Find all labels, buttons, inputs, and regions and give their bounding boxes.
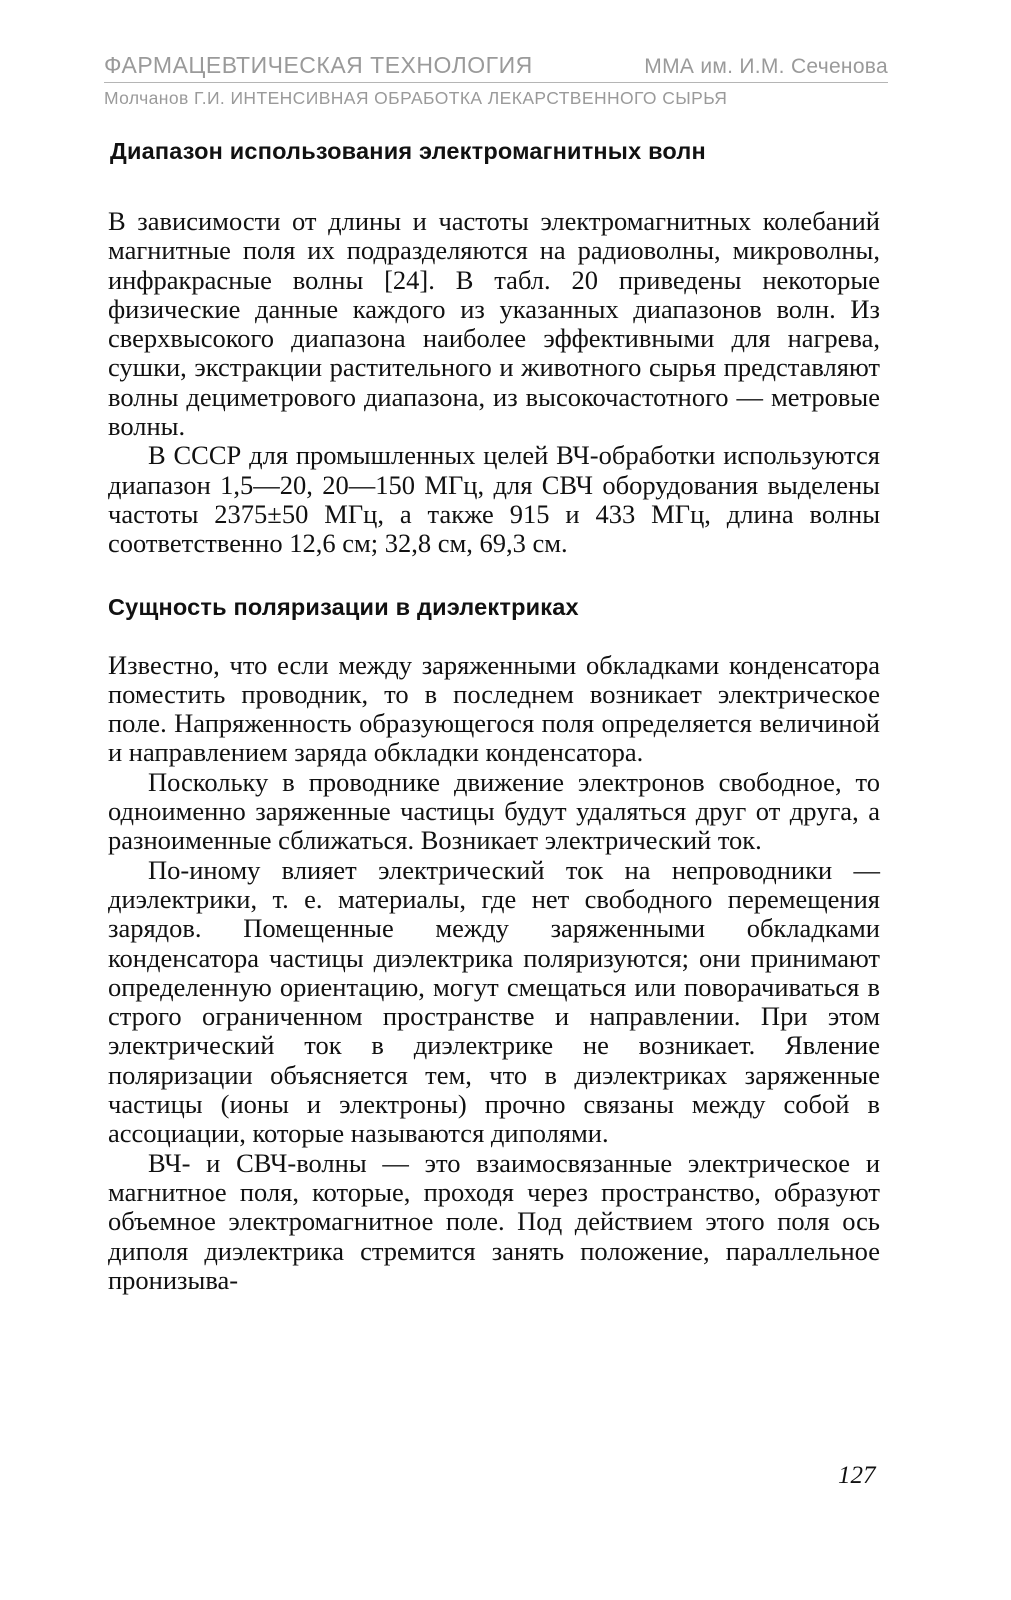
section-dielectric-polarization bbox=[108, 594, 880, 1296]
section-heading: Сущность поляризации в диэлектриках bbox=[108, 593, 579, 620]
header-top-row bbox=[104, 52, 888, 83]
paragraph: По-иному влияет электрический ток на непроводники — диэлектрики, т. е. материалы, где нет свободного перемещения зарядов. Помещенные между заряженными обкладками конденсатора частицы диэлектрика поляризуются; они принимают определенную ориентацию, могут смещаться или поворачиваться в строго ограниченном пространстве и направлении. При этом электрический ток в диэлектрике не возникает. Явление поляризации объясняется тем, что в диэлектриках заряженные частицы (ионы и электроны) прочно связаны между собой в ассоциации, которые называются диполями. bbox=[108, 854, 880, 1149]
book-title: Молчанов Г.И. ИНТЕНСИВНАЯ ОБРАБОТКА ЛЕКАРСТВЕННОГО СЫРЬЯ bbox=[104, 88, 728, 108]
paragraph: Поскольку в проводнике движение электронов свободное, то одноименно заряженные частицы будут удаляться друг от друга, а разноименные сближаться. Возникает электрический ток. bbox=[108, 766, 880, 856]
paragraph: ВЧ- и СВЧ-волны — это взаимосвязанные электрическое и магнитное поля, которые, проходя через пространство, образуют объемное электромагнитное поле. Под действием этого поля ось диполя диэлектрика стремится занять положение, параллельное пронизыва- bbox=[108, 1147, 880, 1295]
paragraph: Известно, что если между заряженными обкладками конденсатора поместить проводник, то в последнем возникает электрическое поле. Напряженность образующегося поля определяется величиной и направлением заряда обкладки конденсатора. bbox=[108, 649, 880, 768]
page-number: 127 bbox=[838, 1462, 876, 1489]
section-em-wave-range bbox=[108, 138, 880, 559]
running-header bbox=[104, 52, 888, 109]
paragraph: В СССР для промышленных целей ВЧ-обработки используются диапазон 1,5—20, 20—150 МГц, для СВЧ оборудования выделены частоты 2375±50 МГц, а также 915 и 433 МГц, длина волны соответственно 12,6 см; 32,8 см, 69,3 см. bbox=[108, 440, 880, 559]
course-title: ФАРМАЦЕВТИЧЕСКАЯ ТЕХНОЛОГИЯ bbox=[104, 52, 533, 78]
institution-name: ММА им. И.М. Сеченова bbox=[644, 55, 888, 78]
paragraph: В зависимости от длины и частоты электромагнитных колебаний магнитные поля их подразделяются на радиоволны, микроволны, инфракрасные волны [24]. В табл. 20 приведены некоторые физические данные каждого из указанных диапазонов волн. Из сверхвысокого диапазона наиболее эффективными для нагрева, сушки, экстракции растительного и животного сырья представляют волны дециметрового диапазона, из высокочастотного — метровые волны. bbox=[108, 206, 880, 442]
section-heading: Диапазон использования электромагнитных волн bbox=[110, 138, 706, 164]
page-body bbox=[108, 138, 880, 1295]
